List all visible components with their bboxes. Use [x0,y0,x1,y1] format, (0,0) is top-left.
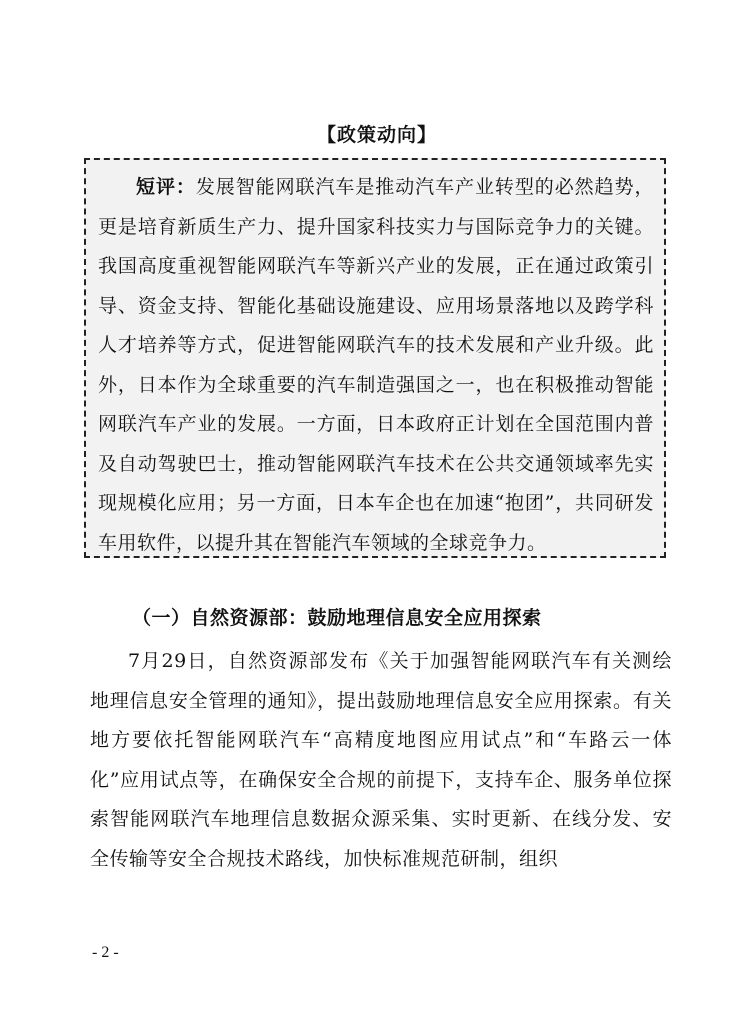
commentary-lead: 短评： [136,176,196,198]
page-number: - 2 - [92,944,119,961]
article-heading: （一）自然资源部：鼓励地理信息安全应用探索 [132,607,542,629]
commentary-box [84,158,666,558]
section-label: 【政策动向】 [316,124,437,146]
commentary-body: 发展智能网联汽车是推动汽车产业转型的必然趋势，更是培育新质生产力、提升国家科技实力与国际竞争力的关键。我国高度重视智能网联汽车等新兴产业的发展，正在通过政策引导、资金支持、智能化基础设施建设、应用场景落地以及跨学科人才培养等方式，促进智能网联汽车的技术发展和产业升级。此外，日本作为全球重要的汽车制造强国之一，也在积极推动智能网联汽车产业的发展。一方面，日本政府正计划在全国范围内普及自动驾驶巴士，推动智能网联汽车技术在公共交通领域率先实现规模化应用；另一方面，日本车企也在加速“抱团”，共同研发车用软件，以提升其在智能汽车领域的全球竞争力。 [98,176,654,554]
commentary-paragraph [98,168,654,563]
article-paragraph: 7月29日，自然资源部发布《关于加强智能网联汽车有关测绘地理信息安全管理的通知》，提出鼓励地理信息安全应用探索。有关地方要依托智能网联汽车“高精度地图应用试点”和“车路云一体化”应用试点等，在确保安全合规的前提下，支持车企、服务单位探索智能网联汽车地理信息数据众源采集、实时更新、在线分发、安全传输等安全合规技术路线，加快标准规范研制，组织 [90,650,672,870]
